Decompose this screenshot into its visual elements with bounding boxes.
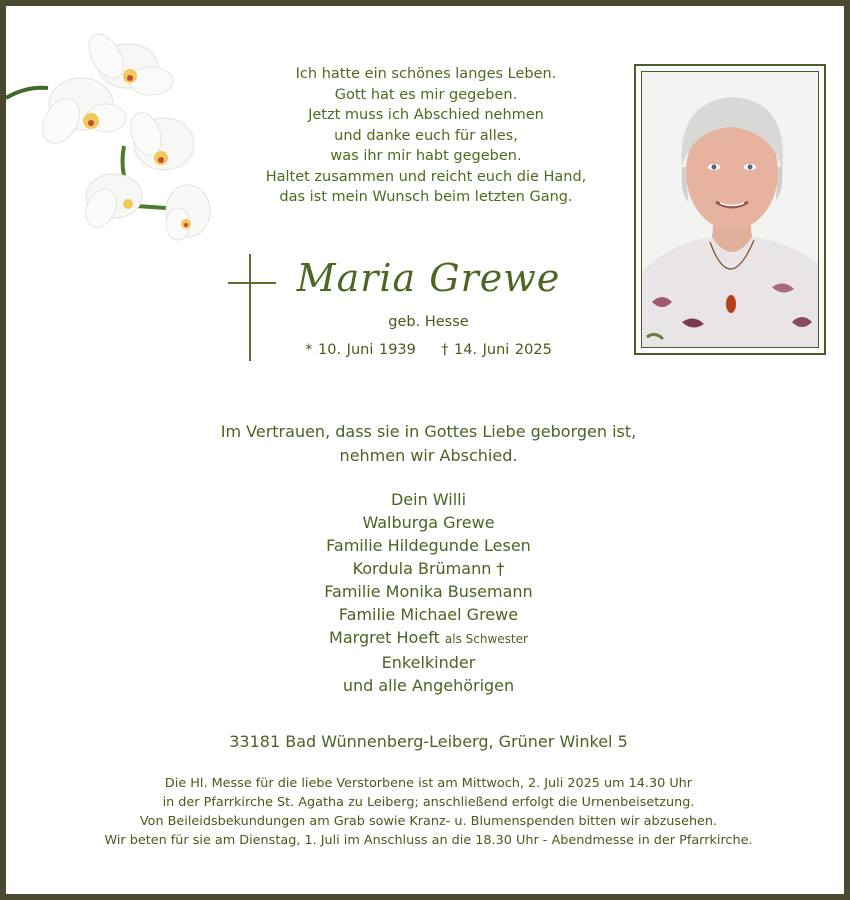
mourner: Dein Willi <box>390 490 467 509</box>
birth-name: geb. Hesse <box>388 314 469 330</box>
death-date: † 14. Juni 2025 <box>441 342 552 358</box>
trust-line: Im Vertrauen, dass sie in Gottes Liebe geborgen ist, <box>220 422 637 441</box>
trust-text <box>156 420 701 468</box>
notice-line: in der Pfarrkirche St. Agatha zu Leiberg; anschließend erfolgt die Urnenbeisetzung. <box>162 795 695 810</box>
poem-line: Haltet zusammen und reicht euch die Hand, <box>265 168 587 185</box>
mourner: Walburga Grewe <box>362 513 495 532</box>
mourners-list <box>231 488 626 697</box>
notice-line: Von Beileidsbekundungen am Grab sowie Kranz- u. Blumenspenden bitten wir abzusehen. <box>139 814 718 829</box>
deceased-name: Maria Grewe <box>296 256 561 300</box>
portrait-frame <box>634 64 826 355</box>
poem-line: und danke euch für alles, <box>334 127 518 144</box>
mourner-note: als Schwester <box>444 632 528 646</box>
mourner: Kordula Brümann † <box>352 559 505 578</box>
mourner: und alle Angehörigen <box>342 676 515 695</box>
address: 33181 Bad Wünnenberg-Leiberg, Grüner Winkel 5 <box>229 732 628 751</box>
mourner: Enkelkinder <box>381 653 476 672</box>
birth-date: * 10. Juni 1939 <box>305 342 416 358</box>
poem-line: Gott hat es mir gegeben. <box>334 86 518 103</box>
mourner: Familie Monika Busemann <box>324 582 533 601</box>
poem-line: Jetzt muss ich Abschied nehmen <box>308 107 544 123</box>
notice-line: Die Hl. Messe für die liebe Verstorbene ist am Mittwoch, 2. Juli 2025 um 14.30 Uhr <box>164 776 693 791</box>
notice-line: Wir beten für sie am Dienstag, 1. Juli im Anschluss an die 18.30 Uhr - Abendmesse in der Pfarrkirche. <box>104 833 753 848</box>
service-notice <box>66 774 791 850</box>
poem <box>206 64 646 208</box>
orchid-illustration <box>6 26 221 251</box>
mourner: Margret Hoeft als Schwester <box>329 628 528 647</box>
poem-line: das ist mein Wunsch beim letzten Gang. <box>279 189 573 205</box>
portrait-photo <box>641 71 819 348</box>
poem-line: Ich hatte ein schönes langes Leben. <box>295 66 557 82</box>
mourner: Familie Hildegunde Lesen <box>326 536 531 555</box>
mourner: Familie Michael Grewe <box>338 605 519 624</box>
trust-line: nehmen wir Abschied. <box>339 446 518 465</box>
life-dates <box>296 342 561 358</box>
poem-line: was ihr mir habt gegeben. <box>330 148 522 164</box>
